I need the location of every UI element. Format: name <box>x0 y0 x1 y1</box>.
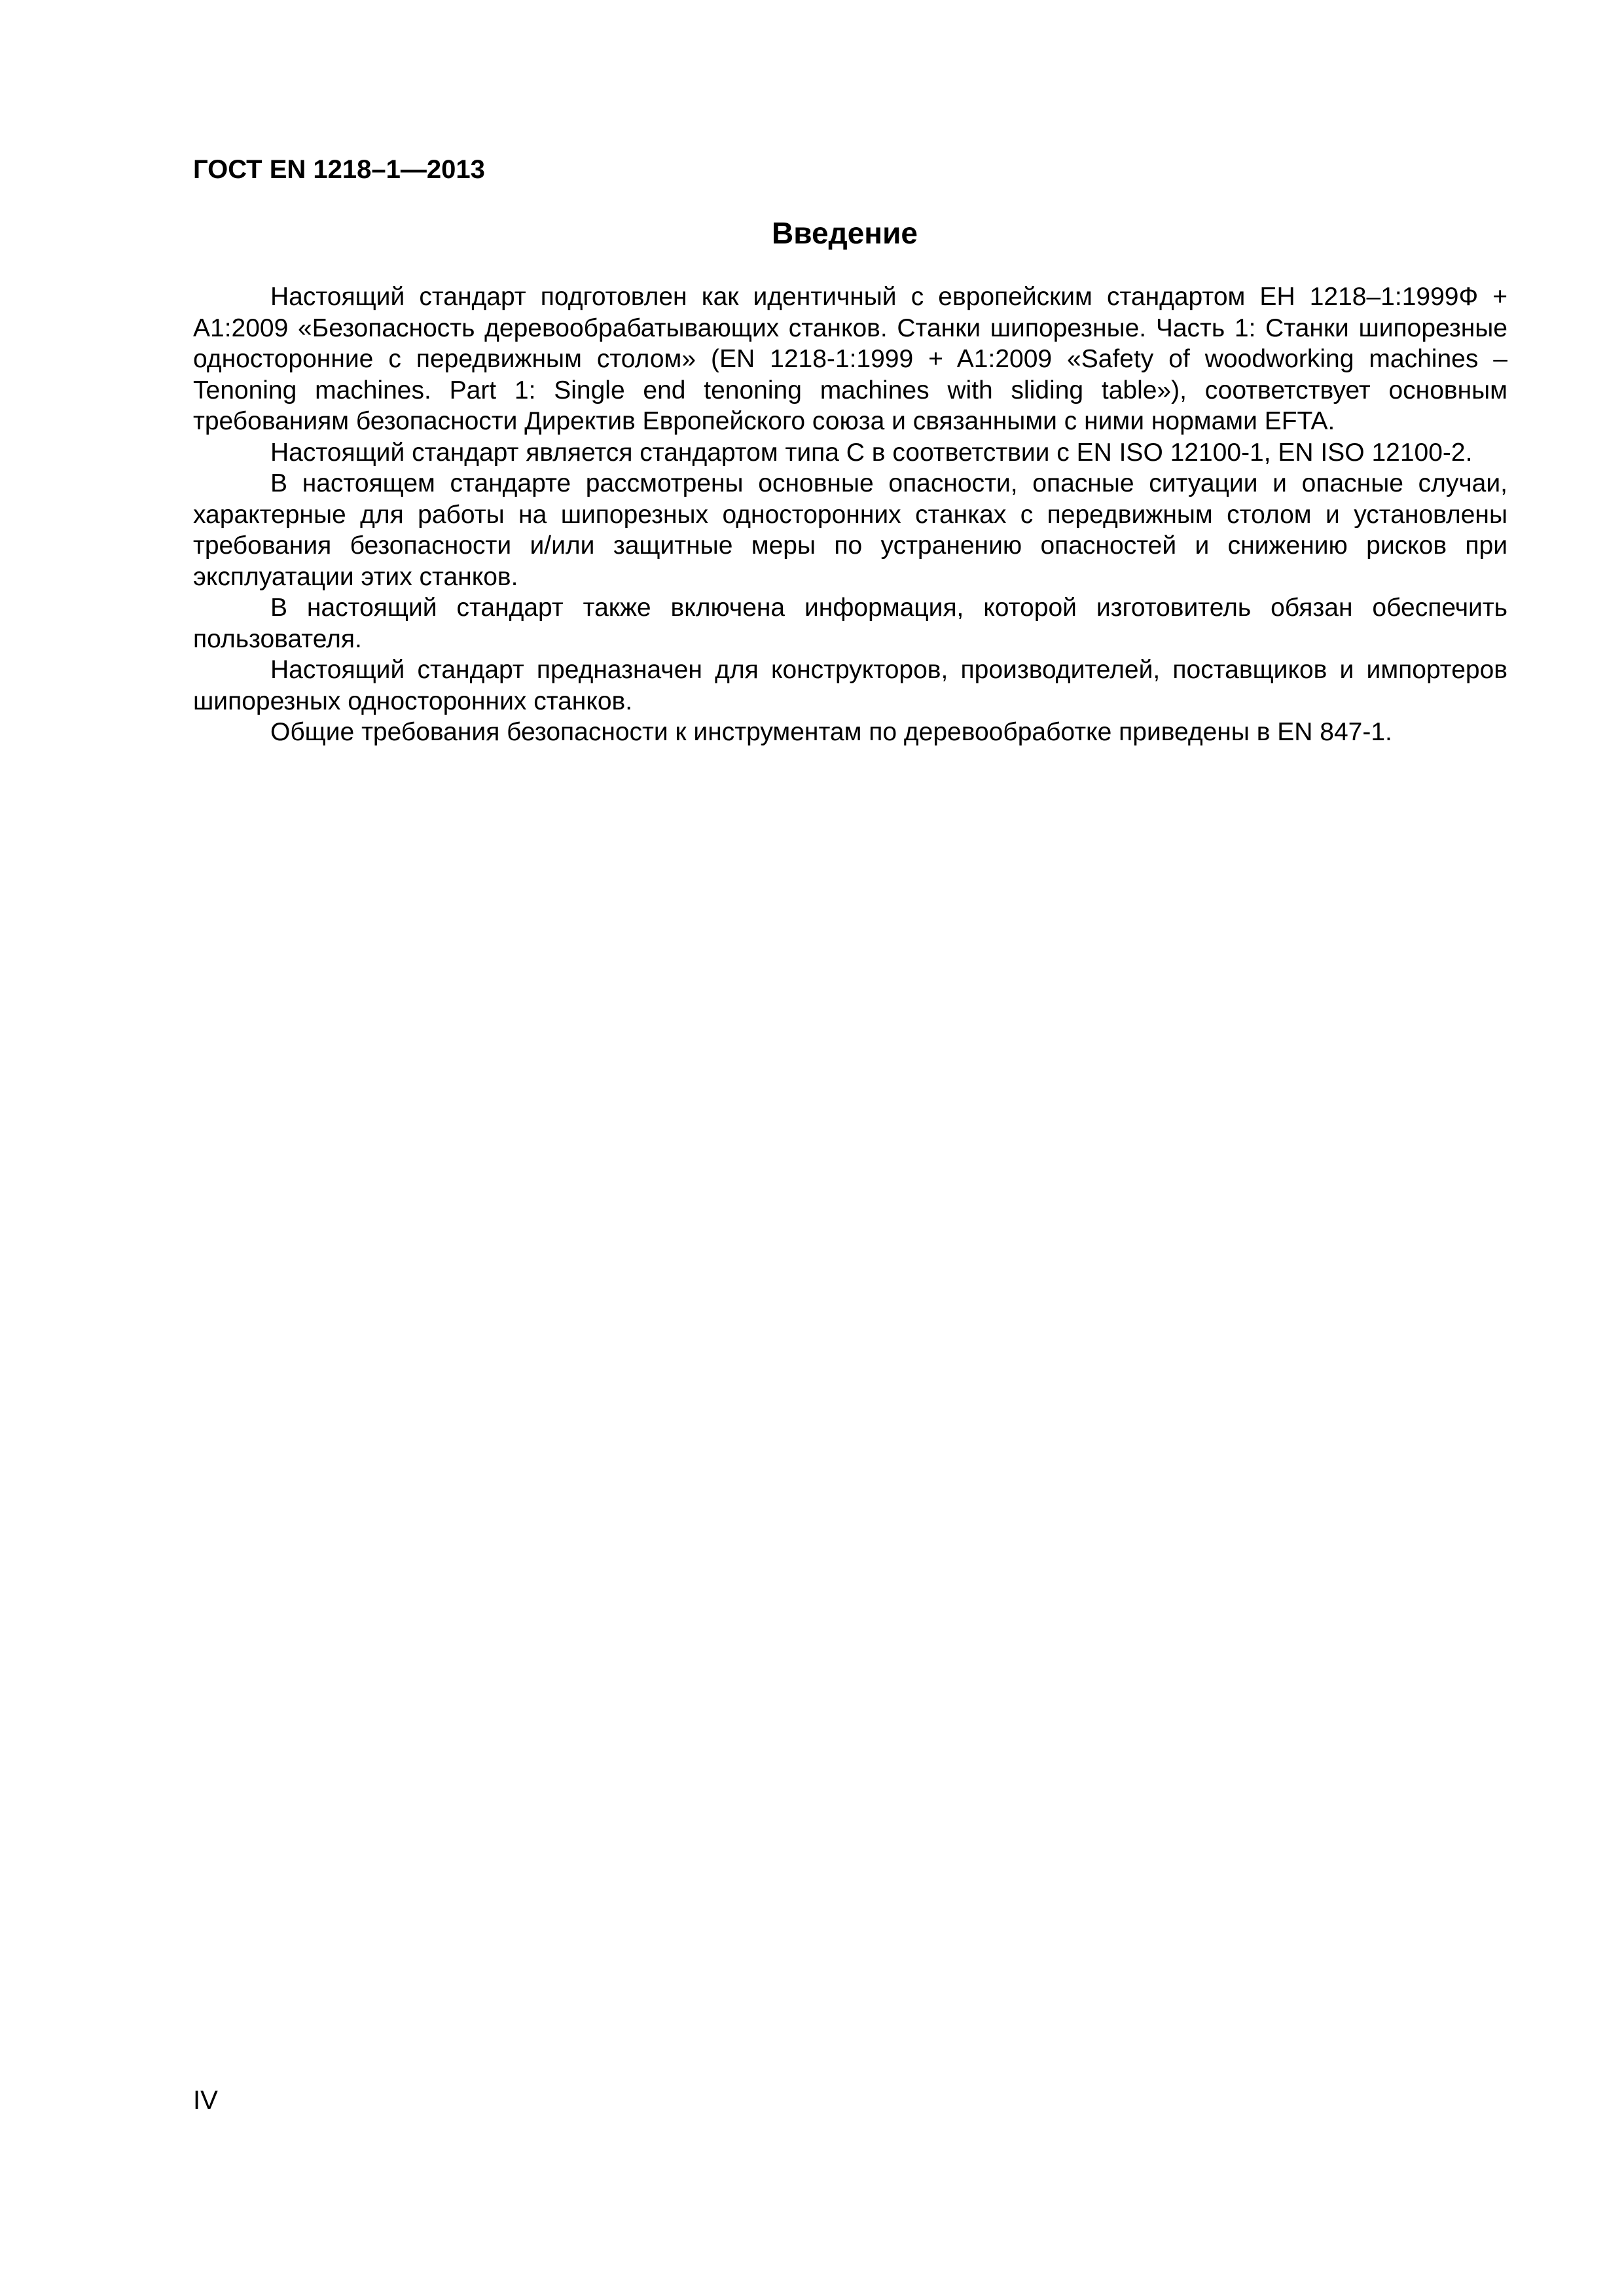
paragraph: Настоящий стандарт является стандартом типа С в соответствии с EN ISO 12100-1, EN ISO 12100-2. <box>270 438 1473 467</box>
section-title: Введение <box>772 216 918 250</box>
paragraph: В настоящем стандарте рассмотрены основные опасности, опасные ситуации и опасные случаи, характерные для работы на шипорезных односторонних станках с передвижным столом и установлены требования безопасности и/или защитные меры по устранению опасностей и снижению рисков при эксплуатации этих станков. <box>193 469 1507 591</box>
document-code-header: ГОСТ EN 1218–1—2013 <box>193 155 485 184</box>
paragraph: Настоящий стандарт подготовлен как идентичный с европейским стандартом ЕН 1218–1:1999Ф + А1:2009 «Безопасность деревообрабатывающих станков. Станки шипорезные. Часть 1: Станки шипорезные односторонние с передвижным столом» (EN 1218-1:1999 + A1:2009 «Safety of woodworking machines – Tenoning machines. Part 1: Single end tenoning machines with sliding table»), соответствует основным требованиям безопасности Директив Европейского союза и связанными с ними нормами EFTA. <box>193 283 1507 435</box>
page-number: IV <box>193 2086 218 2115</box>
paragraph: Общие требования безопасности к инструментам по деревообработке приведены в EN 847-1. <box>270 718 1392 746</box>
introduction-body <box>193 281 1507 748</box>
paragraph: Настоящий стандарт предназначен для конструкторов, производителей, поставщиков и импортеров шипорезных односторонних станков. <box>193 656 1507 715</box>
paragraph: В настоящий стандарт также включена информация, которой изготовитель обязан обеспечить пользователя. <box>193 594 1507 653</box>
